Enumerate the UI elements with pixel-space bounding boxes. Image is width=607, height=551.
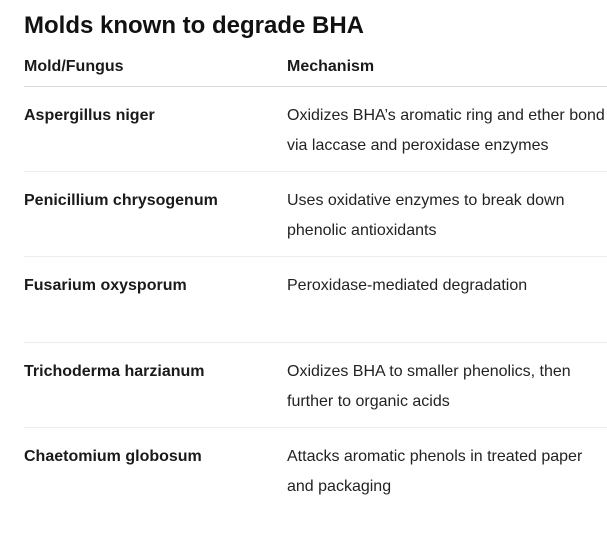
mechanism-text: Oxidizes BHA to smaller phenolics, then further to organic acids <box>287 343 607 428</box>
mold-name: Penicillium chrysogenum <box>24 172 287 257</box>
table-row <box>24 428 607 513</box>
molds-table <box>24 57 607 512</box>
page-title: Molds known to degrade BHA <box>24 12 365 39</box>
table-header-row <box>24 57 607 87</box>
column-header-mechanism: Mechanism <box>287 57 607 87</box>
mold-name: Fusarium oxysporum <box>24 257 287 343</box>
table-row <box>24 172 607 257</box>
table-row <box>24 257 607 343</box>
mechanism-text: Oxidizes BHA’s aromatic ring and ether bond via laccase and peroxidase enzymes <box>287 87 607 172</box>
mold-name: Trichoderma harzianum <box>24 343 287 428</box>
mold-name: Aspergillus niger <box>24 87 287 172</box>
column-header-mold: Mold/Fungus <box>24 57 287 87</box>
document <box>24 0 607 512</box>
mechanism-text: Uses oxidative enzymes to break down phenolic antioxidants <box>287 172 607 257</box>
table-row <box>24 87 607 172</box>
mechanism-text: Attacks aromatic phenols in treated paper and packaging <box>287 448 583 495</box>
mechanism-text: Peroxidase-mediated degradation <box>287 257 607 343</box>
mold-name: Chaetomium globosum <box>24 448 202 465</box>
table-row <box>24 343 607 428</box>
